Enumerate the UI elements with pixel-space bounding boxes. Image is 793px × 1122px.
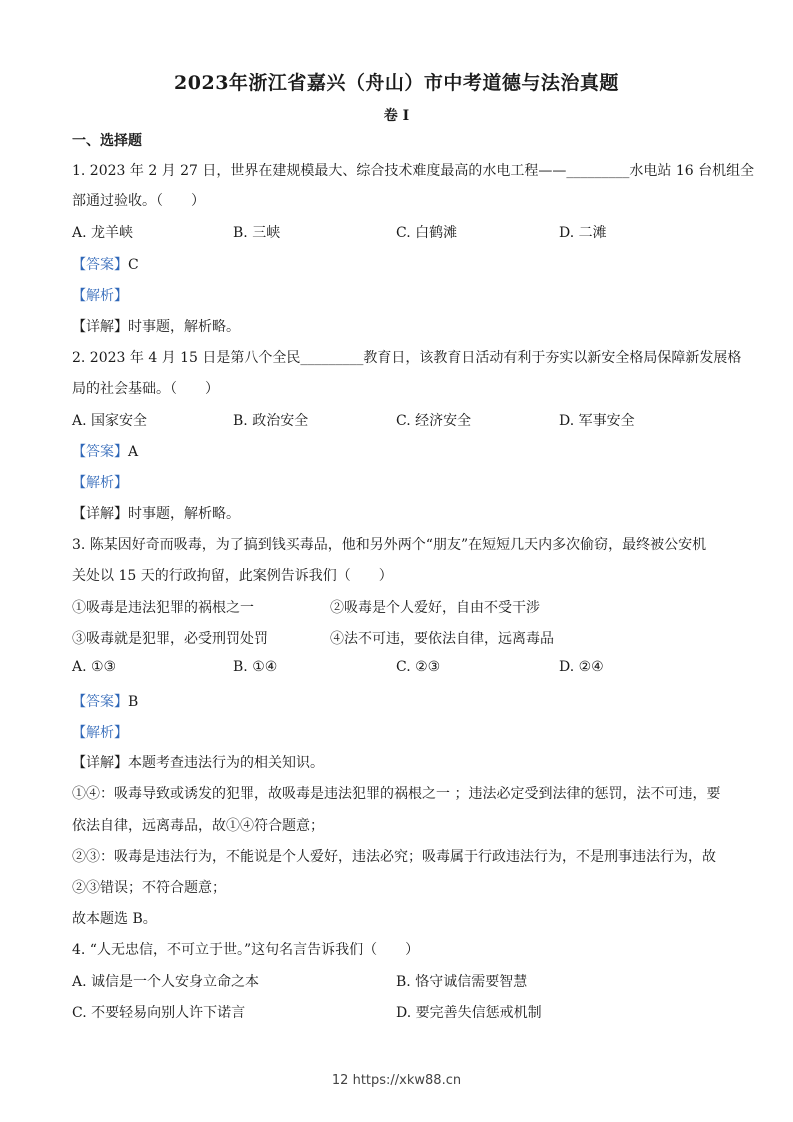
q2-option-d: D. 军事安全 [559, 413, 635, 429]
q1-option-b: B. 三峡 [233, 225, 281, 241]
q1-stem-line2: 部通过验收。（ ） [72, 193, 205, 209]
q4-option-a: A. 诚信是一个人安身立命之本 [72, 974, 260, 990]
q1-answer-value: C [128, 257, 139, 273]
q3-statement-4: ④法不可违，要依法自律，远离毒品 [330, 631, 554, 647]
q1-option-c: C. 白鹤滩 [396, 225, 458, 241]
q3-analysis-tag: 【解析】 [72, 725, 128, 741]
q4-option-b: B. 恪守诚信需要智慧 [396, 974, 528, 990]
q2-stem-line2: 局的社会基础。（ ） [72, 381, 219, 397]
q2-stem-line1: 2. 2023 年 4 月 15 日是第八个全民_________教育日，该教育日活动有利于夯实以新安全格局保障新发展格 [72, 350, 742, 366]
page-subtitle: 卷 I [383, 108, 410, 124]
q1-detail: 【详解】时事题，解析略。 [72, 319, 240, 335]
answer-tag: 【答案】 [72, 444, 128, 460]
q3-statement-2: ②吸毒是个人爱好，自由不受干涉 [330, 600, 540, 616]
q1-option-d: D. 二滩 [559, 225, 607, 241]
q3-option-d: D. ②④ [559, 659, 604, 675]
q4-option-c: C. 不要轻易向别人许下诺言 [72, 1005, 246, 1021]
q3-explanation-2a: ②③：吸毒是违法行为，不能说是个人爱好，违法必究；吸毒属于行政违法行为，不是刑事违法行为，故 [72, 849, 716, 865]
q3-answer [72, 691, 138, 711]
q3-detail: 【详解】本题考查违法行为的相关知识。 [72, 755, 324, 771]
q2-answer-value: A [128, 444, 139, 460]
q3-conclusion: 故本题选 B。 [72, 911, 157, 927]
page-title: 2023年浙江省嘉兴（舟山）市中考道德与法治真题 [174, 72, 619, 94]
q4-option-d: D. 要完善失信惩戒机制 [396, 1005, 542, 1021]
q2-analysis-tag: 【解析】 [72, 475, 128, 491]
q3-answer-value: B [128, 694, 139, 710]
q2-answer [72, 441, 138, 461]
q2-option-b: B. 政治安全 [233, 413, 309, 429]
q3-option-c: C. ②③ [396, 659, 441, 675]
q2-detail: 【详解】时事题，解析略。 [72, 506, 240, 522]
q3-stem-line2: 关处以 15 天的行政拘留，此案例告诉我们（ ） [72, 568, 393, 584]
q1-answer [72, 254, 139, 274]
q3-explanation-1b: 依法自律，远离毒品，故①④符合题意； [72, 818, 324, 834]
page-footer: 12 https://xkw88.cn [331, 1073, 462, 1088]
q3-statement-3: ③吸毒就是犯罪，必受刑罚处罚 [72, 631, 268, 647]
q3-explanation-1a: ①④：吸毒导致或诱发的犯罪，故吸毒是违法犯罪的祸根之一 ；违法必定受到法律的惩罚，法不可违，要 [72, 786, 721, 802]
q3-explanation-2b: ②③错误；不符合题意； [72, 880, 226, 896]
q4-stem: 4. “人无忠信，不可立于世。”这句名言告诉我们（ ） [72, 942, 420, 958]
answer-tag: 【答案】 [72, 694, 128, 710]
answer-tag: 【答案】 [72, 257, 128, 273]
q3-option-b: B. ①④ [233, 659, 278, 675]
section-heading: 一、选择题 [72, 133, 142, 149]
q1-stem-line1: 1. 2023 年 2 月 27 日，世界在建规模最大、综合技术难度最高的水电工程——_________水电站 16 台机组全 [72, 163, 755, 179]
q1-analysis-tag: 【解析】 [72, 288, 128, 304]
q3-stem-line1: 3. 陈某因好奇而吸毒，为了搞到钱买毒品，他和另外两个“朋友”在短短几天内多次偷窃，最终被公安机 [72, 537, 707, 553]
q1-option-a: A. 龙羊峡 [72, 225, 134, 241]
q2-option-a: A. 国家安全 [72, 413, 148, 429]
q2-option-c: C. 经济安全 [396, 413, 472, 429]
q3-option-a: A. ①③ [72, 659, 117, 675]
q3-statement-1: ①吸毒是违法犯罪的祸根之一 [72, 600, 254, 616]
